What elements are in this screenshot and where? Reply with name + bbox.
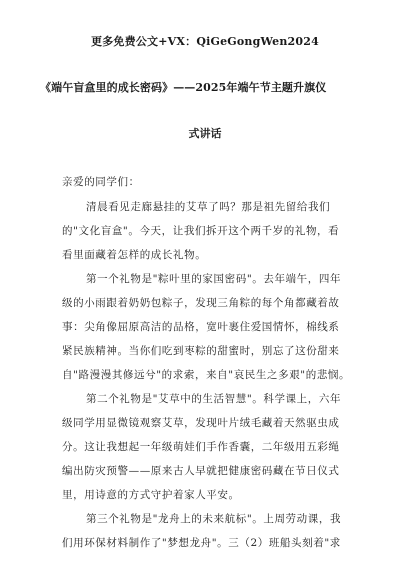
paragraph-line: 第二个礼物是"艾草中的生活智慧"。科学课上，六年 xyxy=(86,393,342,405)
paragraph-line: 看里面藏着怎样的成长礼物。 xyxy=(62,249,207,261)
paragraph-line: 第三个礼物是"龙舟上的未来航标"。上周劳动课，我 xyxy=(86,513,342,525)
paragraph-line: 们用环保材料制作了"梦想龙舟"。三（2）班船头刻着"求 xyxy=(62,537,341,549)
promo-header: 更多免费公文+VX：QiGeGongWen2024 xyxy=(91,35,319,48)
paragraph-line: 自"路漫漫其修远兮"的求索，来自"哀民生之多艰"的悲悯。 xyxy=(62,369,351,381)
paragraph-line: 的"文化盲盒"。今天，让我们拆开这个两千岁的礼物，看 xyxy=(62,225,340,237)
document-title-continued: 式讲话 xyxy=(188,127,222,140)
salutation: 亲爱的同学们： xyxy=(62,176,140,188)
paragraph-line: 编出防灾预警——原来古人早就把健康密码藏在节日仪式 xyxy=(62,465,340,477)
paragraph-line: 紧民族精神。当你们吃到枣粽的甜蜜时，别忘了这份甜来 xyxy=(62,345,340,357)
paragraph-line: 分。这让我想起一年级萌娃们手作香囊，二年级用五彩绳 xyxy=(62,441,340,453)
paragraph-line: 级同学用显微镜观察艾草，发现叶片绒毛藏着天然驱虫成 xyxy=(62,417,340,429)
paragraph-line: 里，用诗意的方式守护着家人平安。 xyxy=(62,489,240,501)
paragraph-line: 第一个礼物是"粽叶里的家国密码"。去年端午，四年 xyxy=(86,273,342,285)
document-title: 《端午盲盒里的成长密码》——2025年端午节主题升旗仪 xyxy=(40,81,327,94)
paragraph-line: 清晨看见走廊悬挂的艾草了吗？那是祖先留给我们 xyxy=(86,201,331,213)
paragraph-line: 事：尖角像屈原高洁的品格，宽叶裹住爱国情怀，棉线系 xyxy=(62,321,340,333)
paragraph-line: 级的小雨跟着奶奶包粽子，发现三角粽的每个角都藏着故 xyxy=(62,297,340,309)
